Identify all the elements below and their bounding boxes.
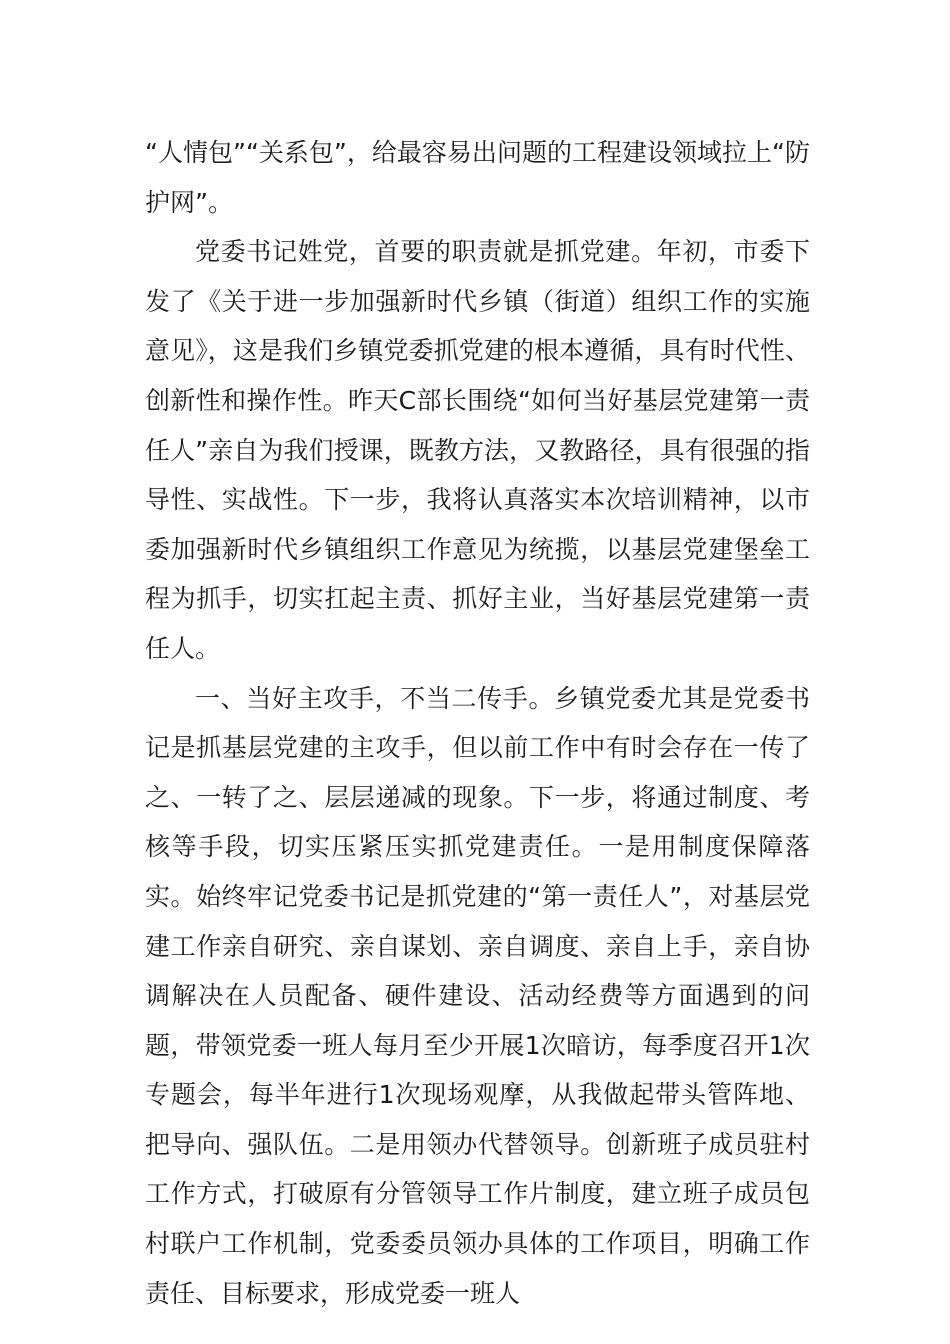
paragraph-party-building-duty: 党委书记姓党，首要的职责就是抓党建。年初，市委下发了《关于进一步加强新时代乡镇（街道）组织工作的实施意见》，这是我们乡镇党委抓党建的根本遵循，具有时代性、创新性和操作性。昨天C部长围绕“如何当好基层党建第一责任人”亲自为我们授课，既教方法，又教路径，具有很强的指导性、实战性。下一步，我将认真落实本次培训精神，以市委加强新时代乡镇组织工作意见为统揽，以基层党建堡垒工程为抓手，切实扛起主责、抓好主业，当好基层党建第一责任人。 — [145, 237, 810, 663]
paragraph-main-attacker: 一、当好主攻手，不当二传手。乡镇党委尤其是党委书记是抓基层党建的主攻手，但以前工作中有时会存在一传了之、一转了之、层层递减的现象。下一步，将通过制度、考核等手段，切实压紧压实抓党建责任。一是用制度保障落实。始终牢记党委书记是抓党建的“第一责任人”，对基层党建工作亲自研究、亲自谋划、亲自调度、亲自上手，亲自协调解决在人员配备、硬件建设、活动经费等方面遇到的问题，带领党委一班人每月至少开展1次暗访，每季度召开1次专题会，每半年进行1次现场观摩，从我做起带头管阵地、把导向、强队伍。二是用领办代替领导。创新班子成员驻村工作方式，打破原有分管领导工作片制度，建立班子成员包村联户工作机制，党委委员领办具体的工作项目，明确工作责任、目标要求，形成党委一班人 — [145, 683, 810, 1308]
document-body — [145, 128, 810, 1318]
paragraph-continuation: “人情包”“关系包”，给最容易出问题的工程建设领域拉上“防护网”。 — [145, 138, 810, 217]
